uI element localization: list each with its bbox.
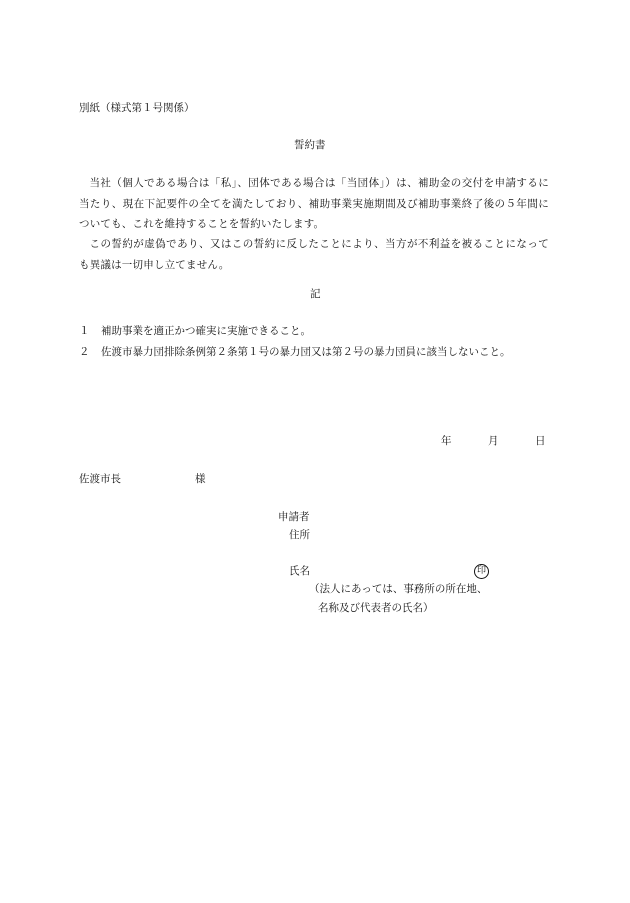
requirement-text: 佐渡市暴力団排除条例第２条第１号の暴力団又は第２号の暴力団員に該当しないこと。 (101, 346, 511, 358)
name-label: 氏名 (289, 565, 310, 577)
ki-heading: 記 (310, 288, 321, 300)
applicant-label: 申請者 (278, 511, 310, 523)
requirement-number: ２ (79, 346, 90, 358)
requirement-number: １ (79, 325, 90, 337)
date-day: 日 (535, 435, 546, 447)
pledge-paragraph-1: 当社（個人である場合は「私」、団体である場合は「当団体」）は、補助金の交付を申請するに当たり、現在下記要件の全てを満たしており、補助事業実施期間及び補助事業終了後の５年間についても、これを維持することを誓約いたします。 (79, 177, 549, 230)
document-title: 誓約書 (294, 139, 326, 151)
addressee-name: 佐渡市長 (79, 473, 121, 485)
address-label: 住所 (289, 529, 310, 541)
corporate-note-line-2: 名称及び代表者の氏名） (318, 602, 434, 614)
requirement-item-1 (79, 321, 549, 342)
seal-mark: 印 (474, 564, 489, 579)
requirement-item-2 (79, 342, 549, 363)
date-month: 月 (488, 435, 499, 447)
corporate-note-line-1: （法人にあっては、事務所の所在地、 (309, 583, 488, 595)
date-year: 年 (441, 435, 452, 447)
form-reference: 別紙（様式第１号関係） (79, 102, 195, 114)
pledge-paragraph-2: この誓約が虚偽であり、又はこの誓約に反したことにより、当方が不利益を被ることになっても異議は一切申し立てません。 (79, 238, 549, 271)
addressee-honorific: 様 (195, 473, 206, 485)
requirement-text: 補助事業を適正かつ確実に実施できること。 (101, 325, 311, 337)
